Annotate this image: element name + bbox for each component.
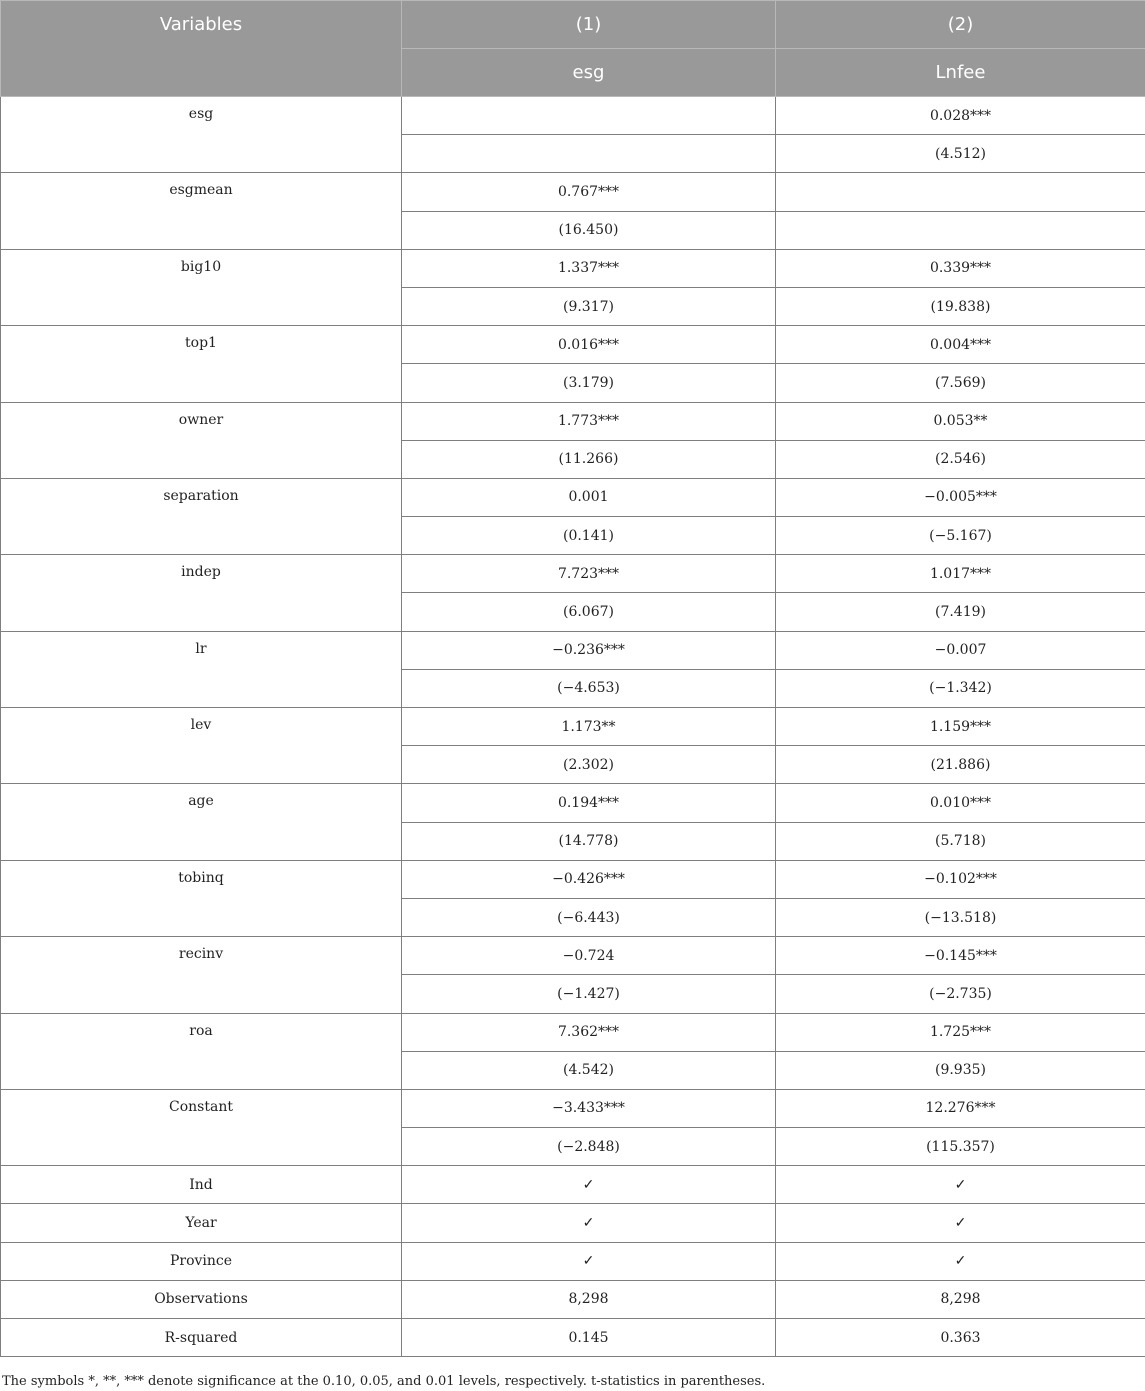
variable-name: age bbox=[1, 784, 402, 860]
table-note: The symbols *, **, *** denote significance at the 0.10, 0.05, and 0.01 levels, respectively. t-statistics in parentheses. bbox=[2, 1374, 766, 1389]
table-row-coefficient bbox=[1, 1089, 1145, 1127]
coefficient-cell: 0.053** bbox=[776, 402, 1145, 440]
column-number-2: (2) bbox=[776, 1, 1145, 49]
variable-name: indep bbox=[1, 555, 402, 631]
table-row-coefficient bbox=[1, 173, 1145, 211]
fixed-effect-name: Year bbox=[1, 1204, 402, 1242]
t-statistic-cell: (14.778) bbox=[402, 822, 776, 860]
variable-name: tobinq bbox=[1, 860, 402, 936]
header-row-numbers bbox=[1, 1, 1145, 49]
coefficient-cell: −0.145*** bbox=[776, 937, 1145, 975]
table-row-coefficient bbox=[1, 402, 1145, 440]
coefficient-cell: 0.016*** bbox=[402, 326, 776, 364]
t-statistic-cell: (−2.848) bbox=[402, 1128, 776, 1166]
table-row-coefficient bbox=[1, 249, 1145, 287]
t-statistic-cell: (−1.342) bbox=[776, 669, 1145, 707]
t-statistic-cell: (2.302) bbox=[402, 746, 776, 784]
variable-name: big10 bbox=[1, 249, 402, 325]
t-statistic-cell: (−6.443) bbox=[402, 898, 776, 936]
coefficient-cell: 0.004*** bbox=[776, 326, 1145, 364]
checkmark-cell: ✓ bbox=[402, 1204, 776, 1242]
coefficient-cell: −0.102*** bbox=[776, 860, 1145, 898]
coefficient-cell: −0.426*** bbox=[402, 860, 776, 898]
table-row-coefficient bbox=[1, 860, 1145, 898]
table-row-statistic bbox=[1, 1280, 1145, 1318]
coefficient-cell: 1.773*** bbox=[402, 402, 776, 440]
fixed-effect-name: Province bbox=[1, 1242, 402, 1280]
coefficient-cell: 1.725*** bbox=[776, 1013, 1145, 1051]
t-statistic-cell bbox=[402, 135, 776, 173]
t-statistic-cell: (5.718) bbox=[776, 822, 1145, 860]
coefficient-cell: 0.339*** bbox=[776, 249, 1145, 287]
t-statistic-cell: (7.569) bbox=[776, 364, 1145, 402]
table-row-coefficient bbox=[1, 708, 1145, 746]
t-statistic-cell: (21.886) bbox=[776, 746, 1145, 784]
t-statistic-cell: (115.357) bbox=[776, 1128, 1145, 1166]
coefficient-cell: 1.159*** bbox=[776, 708, 1145, 746]
table-row-fixed-effect bbox=[1, 1166, 1145, 1204]
fixed-effect-name: Ind bbox=[1, 1166, 402, 1204]
coefficient-cell: −0.724 bbox=[402, 937, 776, 975]
statistic-value: 8,298 bbox=[402, 1280, 776, 1318]
table-row-coefficient bbox=[1, 97, 1145, 135]
t-statistic-cell: (−1.427) bbox=[402, 975, 776, 1013]
variables-header: Variables bbox=[1, 1, 402, 97]
coefficient-cell: 0.001 bbox=[402, 478, 776, 516]
table-row-statistic bbox=[1, 1319, 1145, 1357]
coefficient-cell: 7.723*** bbox=[402, 555, 776, 593]
coefficient-cell: 1.173** bbox=[402, 708, 776, 746]
statistic-value: 0.145 bbox=[402, 1319, 776, 1357]
coefficient-cell: 12.276*** bbox=[776, 1089, 1145, 1127]
t-statistic-cell: (7.419) bbox=[776, 593, 1145, 631]
coefficient-cell: 1.017*** bbox=[776, 555, 1145, 593]
table-row-coefficient bbox=[1, 784, 1145, 822]
checkmark-cell: ✓ bbox=[776, 1242, 1145, 1280]
table-header bbox=[1, 1, 1145, 97]
checkmark-cell: ✓ bbox=[776, 1166, 1145, 1204]
table-body bbox=[1, 97, 1145, 1357]
dependent-variable-2: Lnfee bbox=[776, 49, 1145, 97]
variable-name: separation bbox=[1, 478, 402, 554]
t-statistic-cell: (16.450) bbox=[402, 211, 776, 249]
statistic-value: 8,298 bbox=[776, 1280, 1145, 1318]
coefficient-cell bbox=[776, 173, 1145, 211]
table-row-fixed-effect bbox=[1, 1204, 1145, 1242]
checkmark-cell: ✓ bbox=[776, 1204, 1145, 1242]
t-statistic-cell: (11.266) bbox=[402, 440, 776, 478]
variable-name: owner bbox=[1, 402, 402, 478]
statistic-value: 0.363 bbox=[776, 1319, 1145, 1357]
coefficient-cell: −0.236*** bbox=[402, 631, 776, 669]
coefficient-cell: 0.010*** bbox=[776, 784, 1145, 822]
t-statistic-cell: (3.179) bbox=[402, 364, 776, 402]
table-row-coefficient bbox=[1, 937, 1145, 975]
variable-name: Constant bbox=[1, 1089, 402, 1165]
t-statistic-cell: (9.317) bbox=[402, 287, 776, 325]
coefficient-cell: −3.433*** bbox=[402, 1089, 776, 1127]
variable-name: lev bbox=[1, 708, 402, 784]
column-number-1: (1) bbox=[402, 1, 776, 49]
t-statistic-cell: (4.512) bbox=[776, 135, 1145, 173]
variable-name: recinv bbox=[1, 937, 402, 1013]
statistic-name: R-squared bbox=[1, 1319, 402, 1357]
table-row-fixed-effect bbox=[1, 1242, 1145, 1280]
t-statistic-cell: (0.141) bbox=[402, 517, 776, 555]
variable-name: esg bbox=[1, 97, 402, 173]
t-statistic-cell: (9.935) bbox=[776, 1051, 1145, 1089]
coefficient-cell: 0.767*** bbox=[402, 173, 776, 211]
t-statistic-cell: (−4.653) bbox=[402, 669, 776, 707]
t-statistic-cell: (6.067) bbox=[402, 593, 776, 631]
coefficient-cell: −0.007 bbox=[776, 631, 1145, 669]
coefficient-cell: 0.028*** bbox=[776, 97, 1145, 135]
coefficient-cell: 1.337*** bbox=[402, 249, 776, 287]
coefficient-cell: −0.005*** bbox=[776, 478, 1145, 516]
table-row-coefficient bbox=[1, 326, 1145, 364]
table-row-coefficient bbox=[1, 631, 1145, 669]
checkmark-cell: ✓ bbox=[402, 1242, 776, 1280]
variable-name: top1 bbox=[1, 326, 402, 402]
coefficient-cell: 0.194*** bbox=[402, 784, 776, 822]
coefficient-cell: 7.362*** bbox=[402, 1013, 776, 1051]
t-statistic-cell: (19.838) bbox=[776, 287, 1145, 325]
t-statistic-cell: (−2.735) bbox=[776, 975, 1145, 1013]
checkmark-cell: ✓ bbox=[402, 1166, 776, 1204]
table-row-coefficient bbox=[1, 478, 1145, 516]
table-row-coefficient bbox=[1, 555, 1145, 593]
variable-name: esgmean bbox=[1, 173, 402, 249]
t-statistic-cell bbox=[776, 211, 1145, 249]
t-statistic-cell: (4.542) bbox=[402, 1051, 776, 1089]
t-statistic-cell: (−13.518) bbox=[776, 898, 1145, 936]
table-row-coefficient bbox=[1, 1013, 1145, 1051]
variable-name: roa bbox=[1, 1013, 402, 1089]
t-statistic-cell: (2.546) bbox=[776, 440, 1145, 478]
dependent-variable-1: esg bbox=[402, 49, 776, 97]
variable-name: lr bbox=[1, 631, 402, 707]
coefficient-cell bbox=[402, 97, 776, 135]
t-statistic-cell: (−5.167) bbox=[776, 517, 1145, 555]
statistic-name: Observations bbox=[1, 1280, 402, 1318]
